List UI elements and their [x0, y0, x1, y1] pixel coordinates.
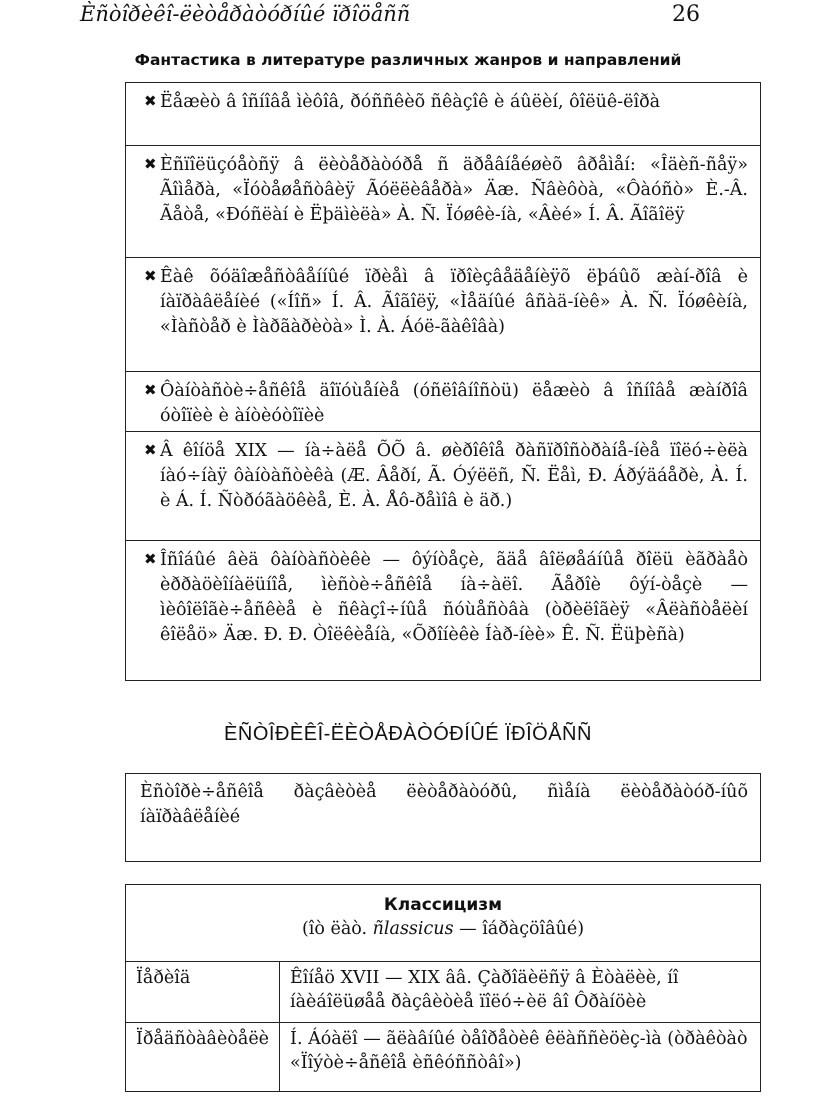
subheading: ÈÑÒÎÐÈÊÎ-ËÈÒÅÐÀÒÓÐÍÛÉ ÏÐÎÖÅÑÑ — [224, 723, 592, 745]
subtitle-word: ñlassicus — [372, 919, 454, 939]
running-title: Èñòîðèêî-ëèòåðàòóðíûé ïðîöåññ — [80, 2, 411, 26]
running-header — [80, 2, 720, 32]
page-number: 26 — [672, 2, 700, 27]
table-subtitle — [136, 917, 750, 941]
cross-bullet-icon: ✖ — [144, 92, 157, 110]
classicism-table — [125, 884, 761, 1092]
list-item-text: Â êîíöå XIX — íà÷àëå ÕÕ â. øèðîêîå ðàñïðîñòðàíå-íèå ïîëó÷èëà íàó÷íàÿ ôàíòàñòèêà (Æ. Âåðí, Ã. Óýëëñ, Ñ. Ëåì, Ð. Áðýäáåðè, À. Í. è Á. Í. Ñòðóãàöêèå, È. À. Åô-ðåìîâ è äð.) — [160, 441, 748, 511]
cross-bullet-icon: ✖ — [144, 267, 157, 285]
list-item-text: Êàê õóäîæåñòâåííûé ïðèåì â ïðîèçâåäåíèÿõ ëþáûõ æàí-ðîâ è íàïðàâëåíèé («Íîñ» Í. Â. Ãîãîëÿ, «Ìåäíûé âñàä-íèê» À. Ñ. Ïóøêèíà, «Ìàñòåð è Ìàðãàðèòà» Ì. À. Áóë-ãàêîâà) — [160, 267, 748, 337]
list-item-text: Èñïîëüçóåòñÿ â ëèòåðàòóðå ñ äðåâíåéøèõ âðåìåí: «Îäèñ-ñåÿ» Ãîìåðà, «Ïóòåøåñòâèÿ Ãóëëèâåðà» Äæ. Ñâèôòà, «Ôàóñò» È.-Â. Ãåòå, «Ðóñëàí è Ëþäìèëà» À. Ñ. Ïóøêè-íà, «Âèé» Í. Â. Ãîãîëÿ — [160, 155, 748, 225]
list-item — [126, 83, 760, 146]
cross-bullet-icon: ✖ — [144, 550, 157, 568]
list-item — [126, 372, 760, 432]
table-row — [126, 962, 761, 1023]
term-cell: Ïðåäñòàâèòåëè — [126, 1023, 280, 1092]
table-row — [126, 1023, 761, 1092]
list-item-text: Ôàíòàñòè÷åñêîå äîïóùåíèå (óñëîâíîñòü) ëåæèò â îñíîâå æàíðîâ óòîïèè è àíòèóòîïèè — [160, 381, 748, 426]
cross-bullet-icon: ✖ — [144, 441, 157, 459]
fantasy-bullet-list — [125, 82, 761, 681]
term-cell: Ïåðèîä — [126, 962, 280, 1023]
value-cell: Êîíåö XVII — XIX ââ. Çàðîäèëñÿ â Èòàëèè, íî íàèáîëüøåå ðàçâèòèå ïîëó÷èë âî Ôðàíöèè — [280, 962, 761, 1023]
list-item-text: Ëåæèò â îñíîâå ìèôîâ, ðóññêèõ ñêàçîê è áûëèí, ôîëüê-ëîðà — [160, 92, 661, 112]
definition-box: Èñòîðè÷åñêîå ðàçâèòèå ëèòåðàòóðû, ñìåíà ëèòåðàòóð-íûõ íàïðàâëåíèé — [125, 773, 761, 862]
list-item — [126, 432, 760, 541]
list-item-text: Îñîáûé âèä ôàíòàñòèêè — ôýíòåçè, ãäå âîëøåáíûå ðîëü èãðàåò èððàöèîíàëüíîå, ìèñòè÷åñêîå íà÷àëî. Ãåðîè ôýí-òåçè — ìèôîëîãè÷åñêèå è ñêàçî÷íûå ñóùåñòâà (òðèëîãèÿ «Âëàñòåëèí êîëåö» Äæ. Ð. Ð. Òîëêèåíà, «Õðîíèêè Íàð-íèè» Ê. Ñ. Ëüþèñà) — [160, 550, 748, 645]
list-item — [126, 146, 760, 258]
cross-bullet-icon: ✖ — [144, 155, 157, 173]
list-item — [126, 541, 760, 680]
table-title: Классицизм — [383, 895, 503, 915]
table-header — [126, 885, 761, 962]
subtitle-suffix: — îáðàçöîâûé) — [459, 919, 585, 939]
subtitle-prefix: (îò ëàò. — [301, 919, 368, 939]
cross-bullet-icon: ✖ — [144, 381, 157, 399]
value-cell: Í. Áóàëî — ãëàâíûé òåîðåòèê êëàññèöèç-ìà (òðàêòàò «Ïîýòè÷åñêîå èñêóññòâî») — [280, 1023, 761, 1092]
list-item — [126, 258, 760, 372]
section-title: Фантастика в литературе различных жанров и направлений — [134, 51, 682, 69]
